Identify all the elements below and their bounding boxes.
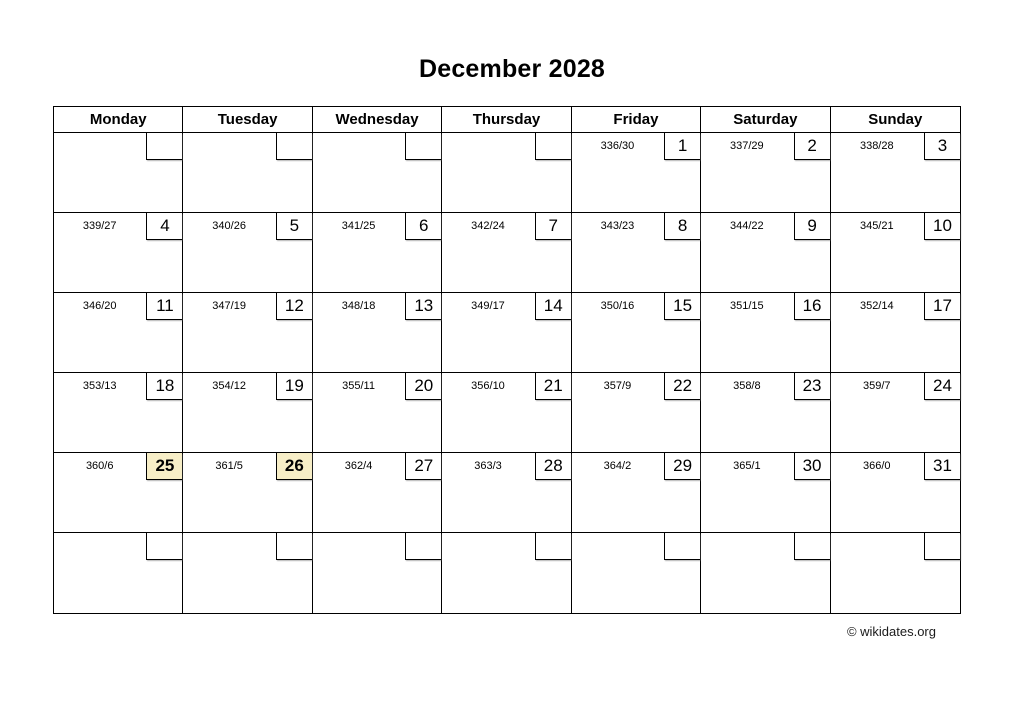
- empty-day-cell: [313, 533, 442, 613]
- day-number: 25: [155, 456, 175, 475]
- empty-day-cell: [313, 133, 442, 213]
- day-number-box: [794, 533, 830, 560]
- day-ordinal: 361/5: [215, 460, 243, 472]
- day-ordinal: [313, 533, 404, 560]
- day-number: 26: [284, 456, 304, 475]
- day-number: 19: [284, 376, 304, 395]
- day-cell: [313, 213, 442, 293]
- day-ordinal: 356/10: [471, 380, 505, 392]
- weekday-header-saturday: Saturday: [701, 107, 830, 132]
- day-cell: [442, 293, 571, 373]
- day-number: 27: [414, 456, 434, 475]
- day-number-box: [276, 213, 312, 240]
- day-ordinal: 344/22: [730, 220, 764, 232]
- day-number: 7: [548, 216, 558, 235]
- day-ordinal: 341/25: [341, 220, 376, 232]
- day-ordinal: [54, 533, 145, 560]
- empty-day-cell: [183, 133, 312, 213]
- day-cell: [701, 213, 830, 293]
- day-number: 9: [807, 216, 817, 235]
- day-ordinal: 365/1: [733, 460, 761, 472]
- weekday-header-wednesday: Wednesday: [313, 107, 442, 132]
- day-ordinal: 348/18: [341, 300, 376, 312]
- day-number-box: [664, 373, 700, 400]
- day-cell: [831, 453, 960, 533]
- empty-day-cell: [54, 133, 183, 213]
- day-number: 3: [937, 136, 948, 155]
- day-number-box: [405, 133, 441, 160]
- day-number: 31: [933, 456, 952, 475]
- day-number-box: [924, 373, 960, 400]
- day-number-box: [924, 133, 960, 160]
- day-number: 20: [414, 376, 434, 395]
- day-ordinal: 359/7: [863, 380, 891, 392]
- day-ordinal: [183, 533, 274, 560]
- day-cell: [572, 373, 701, 453]
- calendar-grid: [53, 106, 961, 614]
- day-ordinal: 345/21: [859, 220, 894, 232]
- empty-day-cell: [572, 533, 701, 613]
- day-number-box: [276, 133, 312, 160]
- day-ordinal: 343/23: [600, 220, 635, 232]
- day-ordinal: 340/26: [212, 220, 246, 232]
- day-number: 30: [802, 456, 822, 475]
- day-cell: [831, 213, 960, 293]
- day-ordinal: 346/20: [82, 300, 117, 312]
- day-number-box: [535, 453, 571, 480]
- day-number: 10: [933, 216, 952, 235]
- day-number-box: [794, 213, 830, 240]
- day-cell: [183, 293, 312, 373]
- day-number-box: [924, 453, 960, 480]
- day-ordinal: 360/6: [85, 460, 114, 472]
- day-number-box: [535, 293, 571, 320]
- day-cell: [54, 373, 183, 453]
- day-number: 15: [673, 296, 693, 315]
- day-cell: [701, 133, 830, 213]
- day-ordinal: 338/28: [859, 140, 894, 152]
- day-number: 16: [802, 296, 822, 315]
- weekday-header-row: [54, 107, 960, 133]
- day-cell: [183, 453, 312, 533]
- day-number: 18: [155, 376, 175, 395]
- day-cell: [701, 293, 830, 373]
- day-ordinal: [701, 533, 792, 560]
- day-number-box: [664, 213, 700, 240]
- day-cell: [54, 453, 183, 533]
- day-number: 13: [414, 296, 434, 315]
- day-number-box: [535, 133, 571, 160]
- day-number-box: [405, 373, 441, 400]
- day-ordinal: 337/29: [730, 140, 764, 152]
- day-number-box: [405, 453, 441, 480]
- day-number-box: [664, 453, 700, 480]
- day-cell: [442, 373, 571, 453]
- day-ordinal: 355/11: [342, 380, 375, 392]
- empty-day-cell: [183, 533, 312, 613]
- day-number: 23: [802, 376, 822, 395]
- day-number-box: [924, 533, 960, 560]
- day-number-box: [276, 293, 312, 320]
- day-number-box: [535, 533, 571, 560]
- day-number-box: [794, 133, 830, 160]
- weekday-header-tuesday: Tuesday: [183, 107, 312, 132]
- day-number-box: [535, 373, 571, 400]
- day-number-box: [794, 373, 830, 400]
- day-number-box: [146, 453, 182, 480]
- day-ordinal: 357/9: [603, 380, 632, 392]
- day-number-box: [924, 293, 960, 320]
- day-number-box: [146, 213, 182, 240]
- day-number: 17: [933, 296, 952, 315]
- day-ordinal: 349/17: [471, 300, 505, 312]
- day-number: 14: [543, 296, 563, 315]
- day-cell: [54, 293, 183, 373]
- day-number-box: [276, 373, 312, 400]
- day-ordinal: [572, 533, 663, 560]
- day-number-box: [924, 213, 960, 240]
- day-number-box: [146, 373, 182, 400]
- day-ordinal: 342/24: [471, 220, 505, 232]
- day-cell: [831, 293, 960, 373]
- day-cell: [313, 293, 442, 373]
- day-cell: [572, 293, 701, 373]
- day-number: 12: [284, 296, 304, 315]
- day-number: 21: [543, 376, 563, 395]
- day-number-box: [664, 133, 700, 160]
- day-cell: [313, 373, 442, 453]
- day-ordinal: [183, 133, 274, 160]
- day-number-box: [405, 533, 441, 560]
- day-ordinal: 363/3: [474, 460, 502, 472]
- day-ordinal: 354/12: [212, 380, 246, 392]
- day-ordinal: [831, 533, 923, 560]
- day-number: 5: [289, 216, 300, 235]
- day-number-box: [276, 453, 312, 480]
- empty-day-cell: [442, 533, 571, 613]
- day-number-box: [794, 453, 830, 480]
- day-number: 4: [160, 216, 170, 235]
- empty-day-cell: [442, 133, 571, 213]
- day-number-box: [146, 133, 182, 160]
- day-cell: [54, 213, 183, 293]
- day-cell: [442, 213, 571, 293]
- day-ordinal: 366/0: [863, 460, 891, 472]
- day-ordinal: [442, 133, 533, 160]
- day-number-box: [794, 293, 830, 320]
- weekday-header-friday: Friday: [572, 107, 701, 132]
- day-number-box: [146, 533, 182, 560]
- day-cell: [313, 453, 442, 533]
- day-number: 2: [807, 136, 817, 155]
- day-number: 6: [419, 216, 429, 235]
- day-number: 22: [673, 376, 693, 395]
- day-number: 28: [543, 456, 563, 475]
- day-ordinal: 339/27: [82, 220, 117, 232]
- page-title: December 2028: [418, 55, 606, 83]
- day-ordinal: [442, 533, 533, 560]
- day-ordinal: 351/15: [730, 300, 764, 312]
- day-number-box: [664, 293, 700, 320]
- copyright-footer: [53, 624, 961, 639]
- day-number-box: [535, 213, 571, 240]
- day-ordinal: 336/30: [600, 140, 635, 152]
- day-number-box: [276, 533, 312, 560]
- day-ordinal: 362/4: [344, 460, 373, 472]
- day-cell: [831, 373, 960, 453]
- day-cell: [831, 133, 960, 213]
- day-cell: [572, 213, 701, 293]
- weekday-header-sunday: Sunday: [868, 111, 923, 128]
- day-ordinal: 352/14: [859, 300, 894, 312]
- day-ordinal: 358/8: [733, 380, 761, 392]
- day-number: 1: [677, 136, 688, 155]
- day-cell: [183, 373, 312, 453]
- copyright-text: © wikidates.org: [846, 624, 936, 639]
- day-number: 8: [677, 216, 688, 235]
- day-cell: [572, 133, 701, 213]
- day-cell: [572, 453, 701, 533]
- day-ordinal: 353/13: [82, 380, 117, 392]
- day-ordinal: 347/19: [212, 300, 246, 312]
- day-number-box: [146, 293, 182, 320]
- day-number-box: [664, 533, 700, 560]
- day-ordinal: [54, 133, 145, 160]
- weekday-header-thursday: Thursday: [442, 107, 571, 132]
- day-number: 29: [673, 456, 693, 475]
- weekday-header-monday: Monday: [54, 107, 183, 132]
- day-ordinal: 364/2: [603, 460, 632, 472]
- empty-day-cell: [54, 533, 183, 613]
- day-number-box: [405, 213, 441, 240]
- calendar-body: [54, 133, 960, 613]
- day-cell: [701, 453, 830, 533]
- day-number: 11: [156, 296, 174, 315]
- day-cell: [701, 373, 830, 453]
- day-cell: [442, 453, 571, 533]
- day-number: 24: [933, 376, 952, 395]
- empty-day-cell: [701, 533, 830, 613]
- day-cell: [183, 213, 312, 293]
- day-number-box: [405, 293, 441, 320]
- day-ordinal: [313, 133, 404, 160]
- empty-day-cell: [831, 533, 960, 613]
- day-ordinal: 350/16: [600, 300, 635, 312]
